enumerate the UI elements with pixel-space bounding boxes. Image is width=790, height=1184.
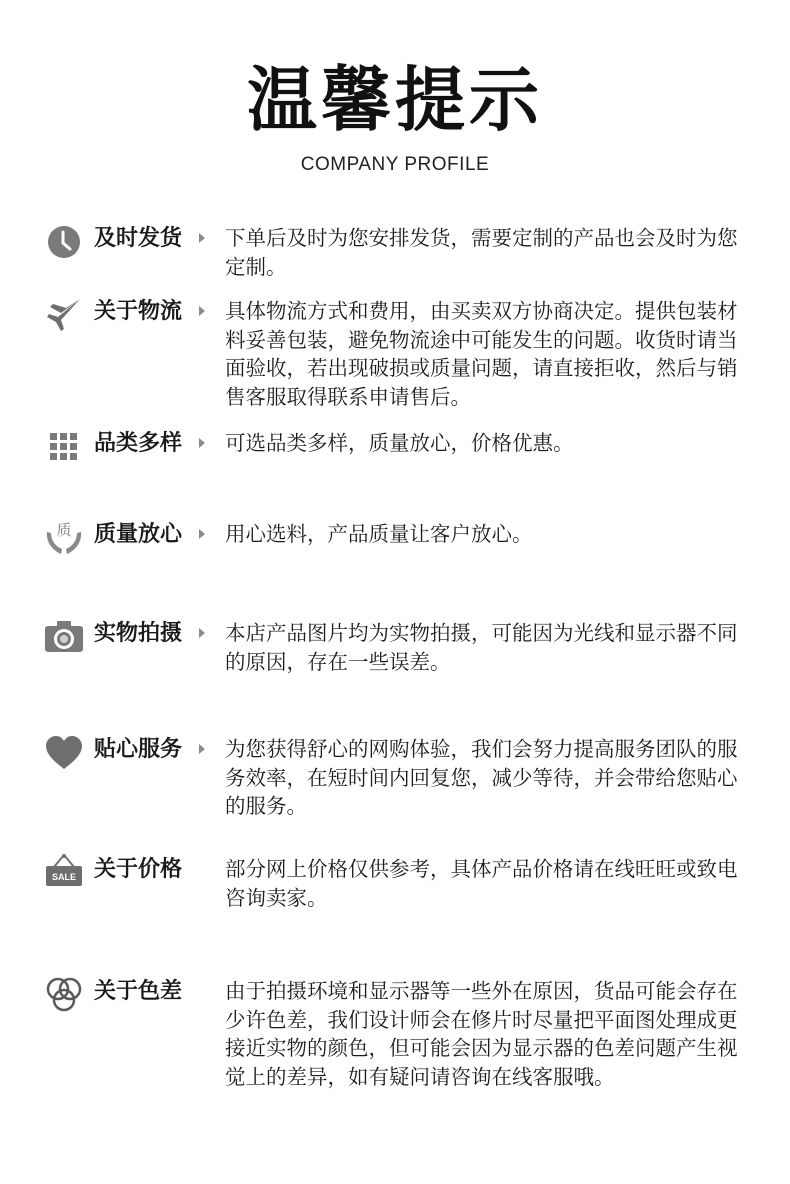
sale-sign-icon — [44, 853, 84, 893]
tip-label: 质量放心 — [94, 522, 183, 547]
tip-text: 用心选料，产品质量让客户放心。 — [225, 522, 533, 546]
tip-text: 为您获得舒心的网购体验，我们会努力提高服务团队的服务效率，在短时间内回复您，减少等待，并会带给您贴心的服务。 — [225, 737, 738, 818]
color-circles-icon — [44, 975, 84, 1015]
tip-label: 及时发货 — [94, 226, 183, 251]
camera-icon — [44, 617, 84, 657]
chevron-right-icon — [198, 528, 207, 540]
page-subtitle: COMPANY PROFILE — [300, 154, 490, 175]
chevron-right-icon — [198, 627, 207, 639]
tip-text: 下单后及时为您安排发货，需要定制的产品也会及时为您定制。 — [225, 226, 738, 279]
tip-label: 实物拍摄 — [94, 621, 183, 646]
tip-label: 贴心服务 — [94, 737, 183, 762]
grid-icon — [44, 427, 84, 467]
tip-label: 品类多样 — [94, 431, 183, 456]
tip-text: 本店产品图片均为实物拍摄，可能因为光线和显示器不同的原因，存在一些误差。 — [225, 621, 738, 674]
airplane-icon — [44, 295, 84, 335]
heart-icon — [44, 733, 84, 773]
clock-icon — [44, 222, 84, 262]
page-title: 温馨提示 — [247, 59, 543, 141]
chevron-right-icon — [198, 743, 207, 755]
tip-text: 具体物流方式和费用，由买卖双方协商决定。提供包装材料妥善包装，避免物流途中可能发生的问题。收货时请当面验收，若出现破损或质量问题，请直接拒收，然后与销售客服取得联系申请售后。 — [225, 299, 738, 409]
tip-label: 关于物流 — [94, 299, 183, 324]
tip-label: 关于价格 — [94, 857, 183, 882]
tip-text: 可选品类多样，质量放心，价格优惠。 — [225, 431, 574, 455]
tip-label: 关于色差 — [94, 979, 183, 1004]
chevron-right-icon — [198, 437, 207, 449]
tip-text: 部分网上价格仅供参考，具体产品价格请在线旺旺或致电咨询卖家。 — [225, 857, 738, 910]
quality-hands-icon — [44, 518, 84, 558]
chevron-right-icon — [198, 305, 207, 317]
chevron-right-icon — [198, 232, 207, 244]
sale-text: SALE — [51, 872, 77, 882]
quality-char: 质 — [56, 521, 72, 539]
tip-text: 由于拍摄环境和显示器等一些外在原因，货品可能会存在少许色差，我们设计师会在修片时尽量把平面图处理成更接近实物的颜色，但可能会因为显示器的色差问题产生视觉上的差异，如有疑问请咨询在线客服哦。 — [225, 979, 738, 1089]
